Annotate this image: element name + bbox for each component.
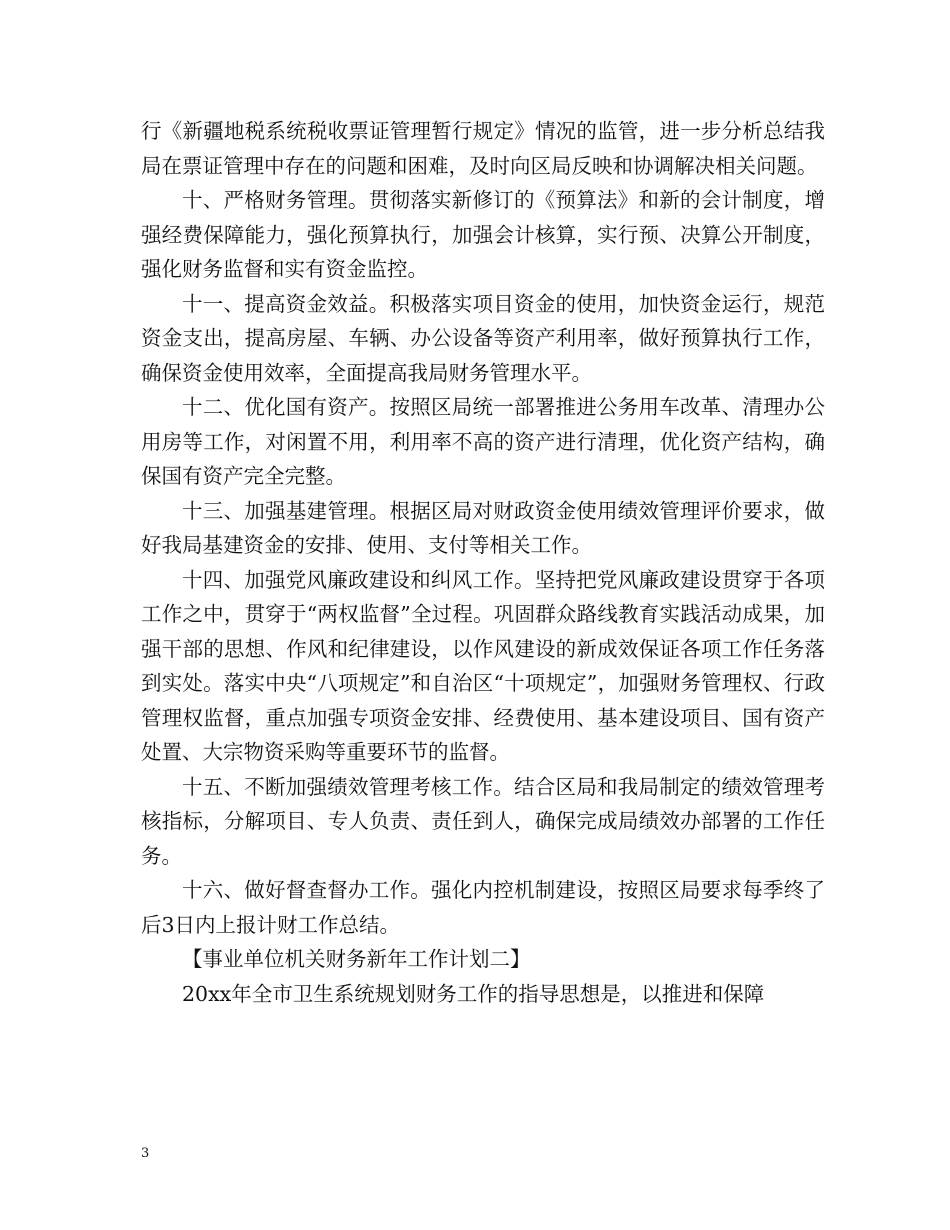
page-number: 3 (141, 1146, 150, 1161)
paragraph-item-11: 十一、提高资金效益。积极落实项目资金的使用，加快资金运行，规范资金支出，提高房屋、车辆、办公设备等资产利用率，做好预算执行工作，确保资金使用效率，全面提高我局财务管理水平。 (141, 291, 825, 385)
paragraph-item-14: 十四、加强党风廉政建设和纠风工作。坚持把党风廉政建设贯穿于各项工作之中，贯穿于“两权监督”全过程。巩固群众路线教育实践活动成果，加强干部的思想、作风和纪律建设，以作风建设的新成效保证各项工作任务落到实处。落实中央“八项规定”和自治区“十项规定”，加强财务管理权、行政管理权监督，重点加强专项资金安排、经费使用、基本建设项目、国有资产处置、大宗物资采购等重要环节的监督。 (141, 567, 825, 764)
paragraph-continuation: 行《新疆地税系统税收票证管理暂行规定》情况的监管，进一步分析总结我局在票证管理中存在的问题和困难，及时向区局反映和协调解决相关问题。 (141, 119, 825, 178)
paragraph-item-15: 十五、不断加强绩效管理考核工作。结合区局和我局制定的绩效管理考核指标，分解项目、专人负责、责任到人，确保完成局绩效办部署的工作任务。 (141, 774, 825, 868)
paragraph-item-12: 十二、优化国有资产。按照区局统一部署推进公务用车改革、清理办公用房等工作，对闲置不用，利用率不高的资产进行清理，优化资产结构，确保国有资产完全完整。 (141, 395, 825, 488)
paragraph-item-13: 十三、加强基建管理。根据区局对财政资金使用绩效管理评价要求，做好我局基建资金的安排、使用、支付等相关工作。 (141, 498, 825, 557)
document-body (141, 114, 825, 1011)
paragraph-item-16: 十六、做好督查督办工作。强化内控机制建设，按照区局要求每季终了后3日内上报计财工作总结。 (141, 878, 825, 937)
paragraph-item-10: 十、严格财务管理。贯彻落实新修订的《预算法》和新的会计制度，增强经费保障能力，强化预算执行，加强会计核算，实行预、决算公开制度，强化财务监督和实有资金监控。 (141, 188, 825, 281)
paragraph-section-intro: 20xx年全市卫生系统规划财务工作的指导思想是，以推进和保障 (182, 981, 765, 1006)
section-heading: 【事业单位机关财务新年工作计划二】 (182, 947, 531, 971)
